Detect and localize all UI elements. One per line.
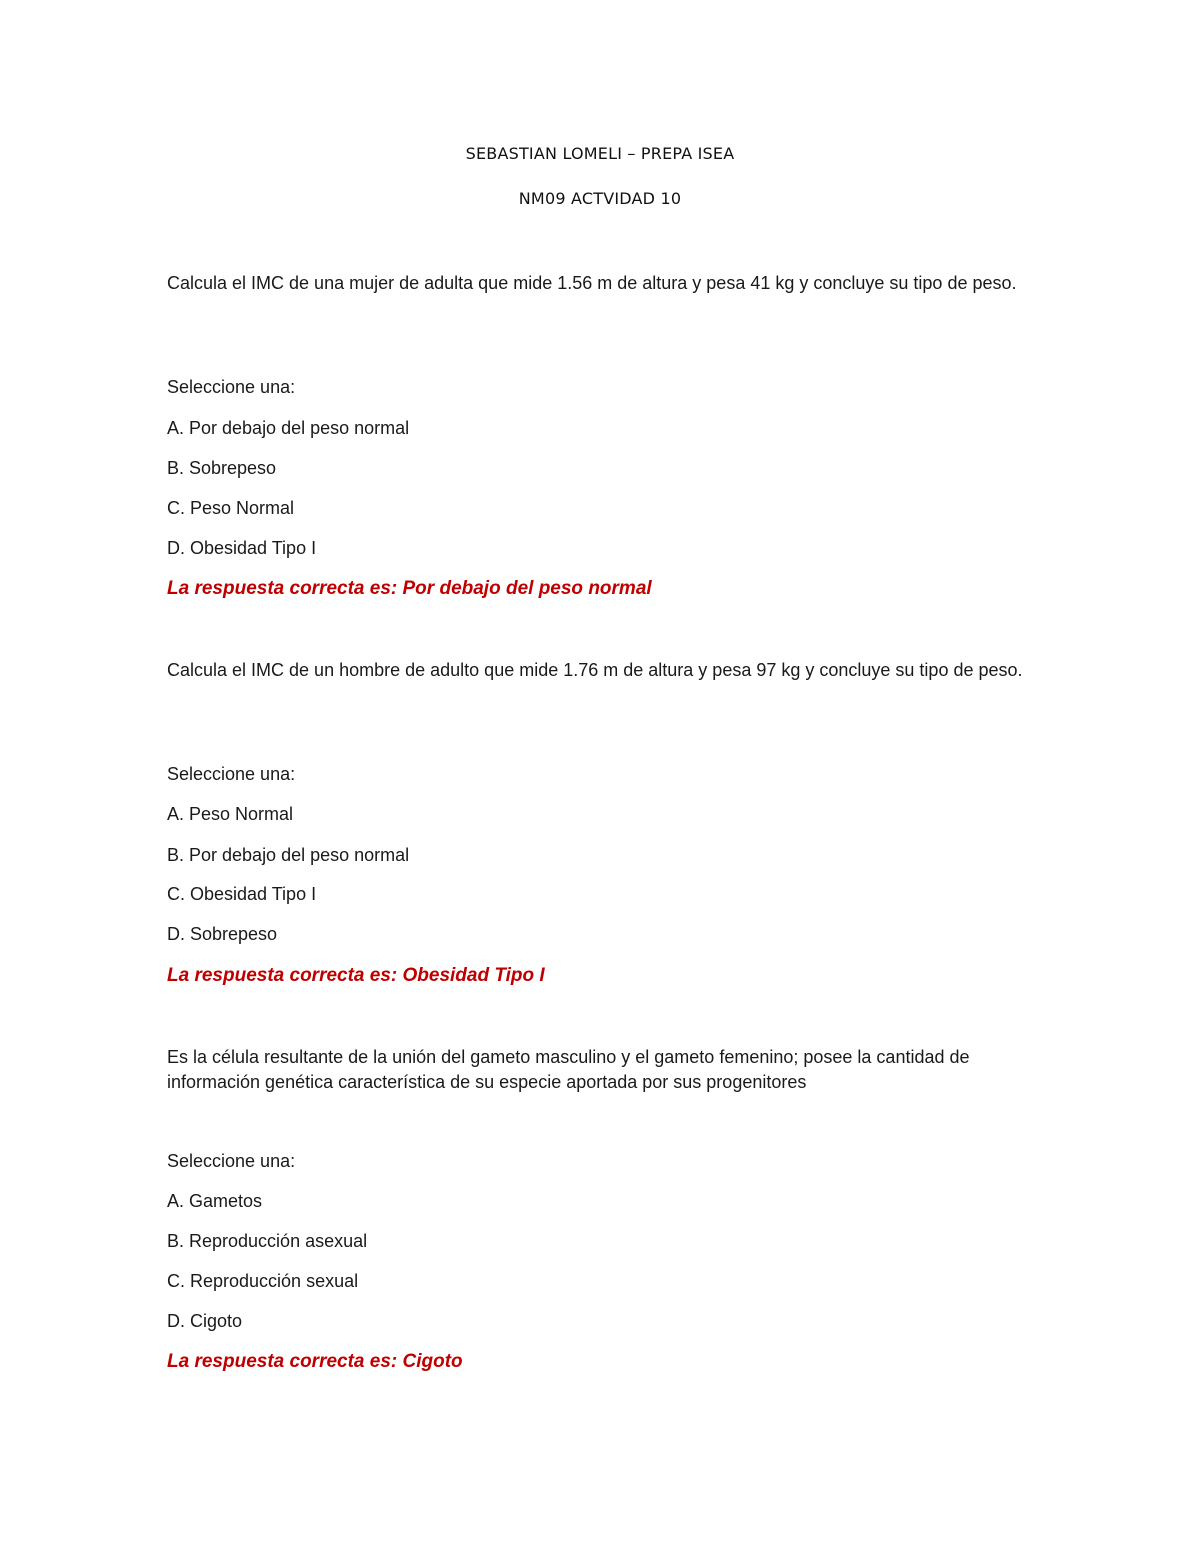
question-2-prompt: Calcula el IMC de un hombre de adulto que mide 1.76 m de altura y pesa 97 kg y concluye su tipo de peso. [167,660,1023,680]
question-3-option-a: A. Gametos [167,1191,263,1211]
question-1-correct-answer: La respuesta correcta es: Por debajo del peso normal [167,578,652,599]
question-2-option-c: C. Obesidad Tipo I [167,884,317,904]
question-3-select-label: Seleccione una: [167,1151,296,1171]
question-1-option-c: C. Peso Normal [167,498,295,518]
question-3-correct-answer: La respuesta correcta es: Cigoto [167,1351,463,1372]
question-2-select-label: Seleccione una: [167,764,296,784]
question-1-option-a: A. Por debajo del peso normal [167,418,410,438]
question-2-option-d: D. Sobrepeso [167,924,278,944]
question-3-prompt: Es la célula resultante de la unión del gameto masculino y el gameto femenino; posee la cantidad de información genética característica de su especie aportada por sus progenitores [167,1047,970,1092]
question-3-option-b: B. Reproducción asexual [167,1231,368,1251]
question-3-option-d: D. Cigoto [167,1311,243,1331]
question-1-select-label: Seleccione una: [167,377,296,397]
question-1-option-d: D. Obesidad Tipo I [167,538,317,558]
question-2-option-a: A. Peso Normal [167,804,294,824]
document-header-author: SEBASTIAN LOMELI – PREPA ISEA [465,144,735,163]
question-3-option-c: C. Reproducción sexual [167,1271,359,1291]
question-1-option-b: B. Sobrepeso [167,458,277,478]
document-header-activity: NM09 ACTVIDAD 10 [518,189,682,208]
question-1-prompt: Calcula el IMC de una mujer de adulta que mide 1.56 m de altura y pesa 41 kg y concluye su tipo de peso. [167,273,1017,293]
question-2-correct-answer: La respuesta correcta es: Obesidad Tipo I [167,965,545,986]
question-2-option-b: B. Por debajo del peso normal [167,845,410,865]
